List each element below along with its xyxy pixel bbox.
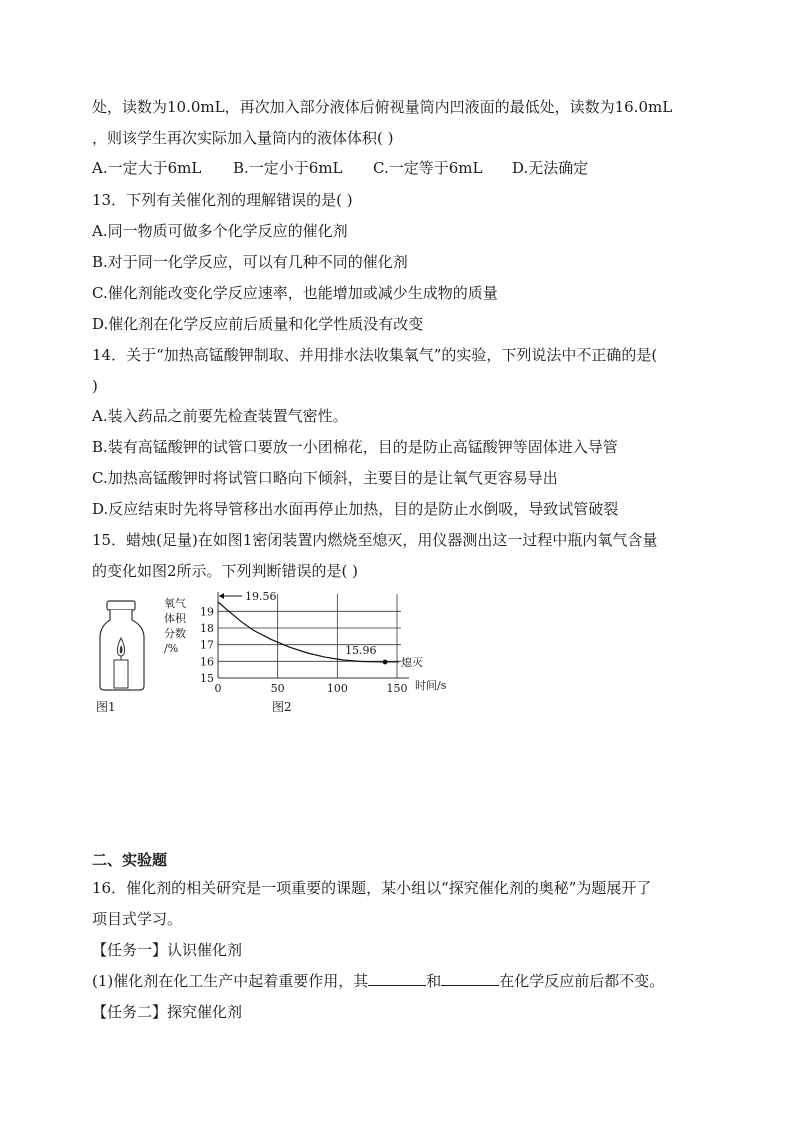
q14-option-c[interactable]: C.加热高锰酸钾时将试管口略向下倾斜，主要目的是让氧气更容易导出 (92, 469, 558, 487)
answer-blank-1[interactable] (368, 971, 426, 986)
q12-option-c[interactable]: C.一定等于6mL (373, 159, 483, 177)
y-tick-label: 16 (200, 655, 214, 669)
extinguish-point (383, 660, 388, 665)
q12-options (92, 158, 692, 178)
q16-part1-suffix: 在化学反应前后都不变。 (499, 972, 665, 990)
y-tick-label: 15 (200, 672, 214, 685)
q16-part1-prefix: (1)催化剂在化工生产中起着重要作用，其 (92, 972, 369, 990)
q16-stem-line2: 项目式学习。 (92, 910, 183, 928)
start-arrow-head (219, 593, 224, 599)
y-axis-label (164, 596, 187, 655)
y-tick-label: 17 (200, 638, 214, 652)
q12-option-b[interactable]: B.一定小于6mL (233, 159, 343, 177)
y-tick-label: 18 (200, 622, 214, 635)
q14-stem-line1: 14．关于“加热高锰酸钾制取、并用排水法收集氧气”的实验，下列说法中不正确的是( (92, 346, 658, 364)
figure1-label: 图1 (96, 700, 116, 714)
q15-stem-line1: 15．蜡烛(足量)在如图1密闭装置内燃烧至熄灭，用仪器测出这一过程中瓶内氧气含量 (92, 531, 658, 549)
y-label-line-1: 氧气 (164, 597, 186, 610)
q13-stem: 13．下列有关催化剂的理解错误的是( ) (92, 191, 353, 209)
q16-stem-line1: 16．催化剂的相关研究是一项重要的课题，某小组以“探究催化剂的奥秘”为题展开了 (92, 879, 652, 897)
q16-part1 (92, 971, 664, 991)
q14-option-b[interactable]: B.装有高锰酸钾的试管口要放一小团棉花，目的是防止高锰酸钾等固体进入导管 (92, 438, 618, 456)
q13-option-c[interactable]: C.催化剂能改变化学反应速率，也能增加或减少生成物的质量 (92, 284, 498, 302)
q14-stem-line2: ) (92, 377, 98, 395)
y-label-line-2: 体积 (164, 612, 186, 625)
x-tick-label: 0 (214, 682, 222, 695)
q13-option-d[interactable]: D.催化剂在化学反应前后质量和化学性质没有改变 (92, 315, 424, 333)
y-label-line-4: /% (164, 642, 179, 655)
figure2-label: 图2 (272, 700, 292, 714)
x-tick-label: 150 (386, 682, 408, 695)
q14-option-a[interactable]: A.装入药品之前要先检查装置气密性。 (92, 407, 348, 425)
q14-option-d[interactable]: D.反应结束时先将导管移出水面再停止加热，目的是防止水倒吸，导致试管破裂 (92, 500, 619, 518)
y-label-line-3: 分数 (164, 627, 186, 640)
x-tick-label: 100 (326, 682, 348, 695)
task2-heading: 【任务二】探究催化剂 (92, 1003, 243, 1021)
section-title-experiment: 二、实验题 (92, 851, 168, 869)
q12-stem-line2: ，则该学生再次实际加入量筒内的液体体积( ) (92, 129, 394, 147)
end-value-label: 15.96 (345, 644, 377, 657)
q12-option-d[interactable]: D.无法确定 (512, 159, 589, 177)
figure1-candle-jar (92, 598, 152, 718)
q15-stem-line2: 的变化如图2所示。下列判断错误的是( ) (92, 562, 359, 580)
y-tick-label: 19 (200, 605, 214, 619)
task1-heading: 【任务一】认识催化剂 (92, 941, 243, 959)
q12-stem-line1: 处，读数为10.0mL，再次加入部分液体后俯视量筒内凹液面的最低处，读数为16.0mL (92, 98, 673, 116)
q13-option-b[interactable]: B.对于同一化学反应，可以有几种不同的催化剂 (92, 253, 408, 271)
q16-part1-mid: 和 (426, 972, 442, 990)
extinguish-note: 熄灭 (401, 656, 424, 669)
x-tick-label: 50 (270, 682, 285, 695)
q13-option-a[interactable]: A.同一物质可做多个化学反应的催化剂 (92, 222, 348, 240)
q12-option-a[interactable]: A.一定大于6mL (92, 159, 202, 177)
answer-blank-2[interactable] (441, 971, 499, 986)
figure2-oxygen-chart (160, 588, 450, 718)
start-value-label: 19.56 (245, 590, 277, 603)
x-axis-label: 时间/s (415, 679, 447, 692)
